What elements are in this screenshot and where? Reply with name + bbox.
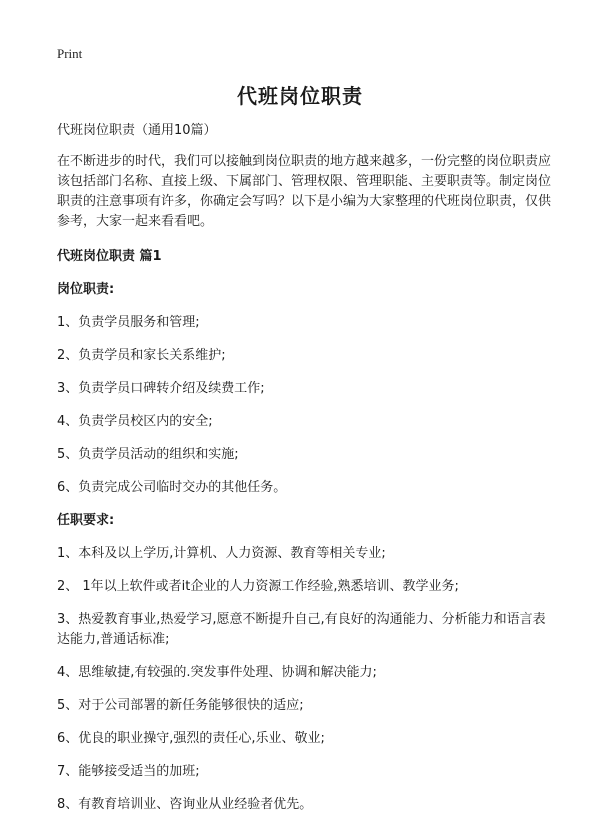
document-body <box>57 121 557 815</box>
section-heading: 代班岗位职责 篇1 <box>57 249 162 264</box>
print-link[interactable]: Print <box>57 46 83 61</box>
requirement-item: 1、本科及以上学历,计算机、人力资源、教育等相关专业; <box>57 546 386 561</box>
requirement-item: 6、优良的职业操守,强烈的责任心,乐业、敬业; <box>57 731 325 746</box>
requirement-item: 5、对于公司部署的新任务能够很快的适应; <box>57 698 304 713</box>
duties-heading: 岗位职责: <box>57 282 115 297</box>
duty-item: 4、负责学员校区内的安全; <box>57 414 213 429</box>
duty-item: 5、负责学员活动的组织和实施; <box>57 447 239 462</box>
duty-item: 6、负责完成公司临时交办的其他任务。 <box>57 480 287 495</box>
requirement-item: 4、思维敏捷,有较强的.突发事件处理、协调和解决能力; <box>57 665 377 680</box>
requirements-list <box>57 544 557 815</box>
requirement-item: 3、热爱教育事业,热爱学习,愿意不断提升自己,有良好的沟通能力、分析能力和语言表达能力,普通话标准; <box>57 612 546 647</box>
duty-item: 1、负责学员服务和管理; <box>57 315 200 330</box>
duty-item: 2、负责学员和家长关系维护; <box>57 348 226 363</box>
requirement-item: 2、 1年以上软件或者it企业的人力资源工作经验,熟悉培训、教学业务; <box>57 579 459 594</box>
document-subtitle: 代班岗位职责（通用10篇） <box>57 123 217 138</box>
requirement-item: 7、能够接受适当的加班; <box>57 764 200 779</box>
duty-item: 3、负责学员口碑转介绍及续费工作; <box>57 381 265 396</box>
document-title: 代班岗位职责 <box>237 84 363 108</box>
intro-paragraph: 在不断进步的时代，我们可以接触到岗位职责的地方越来越多，一份完整的岗位职责应该包括部门名称、直接上级、下属部门、管理权限、管理职能、主要职责等。制定岗位职责的注意事项有许多，你确定会写吗？以下是小编为大家整理的代班岗位职责，仅供参考，大家一起来看看吧。 <box>57 154 552 229</box>
requirement-item: 8、有教育培训业、咨询业从业经验者优先。 <box>57 797 313 812</box>
duties-list <box>57 313 557 498</box>
requirements-heading: 任职要求: <box>57 513 115 528</box>
